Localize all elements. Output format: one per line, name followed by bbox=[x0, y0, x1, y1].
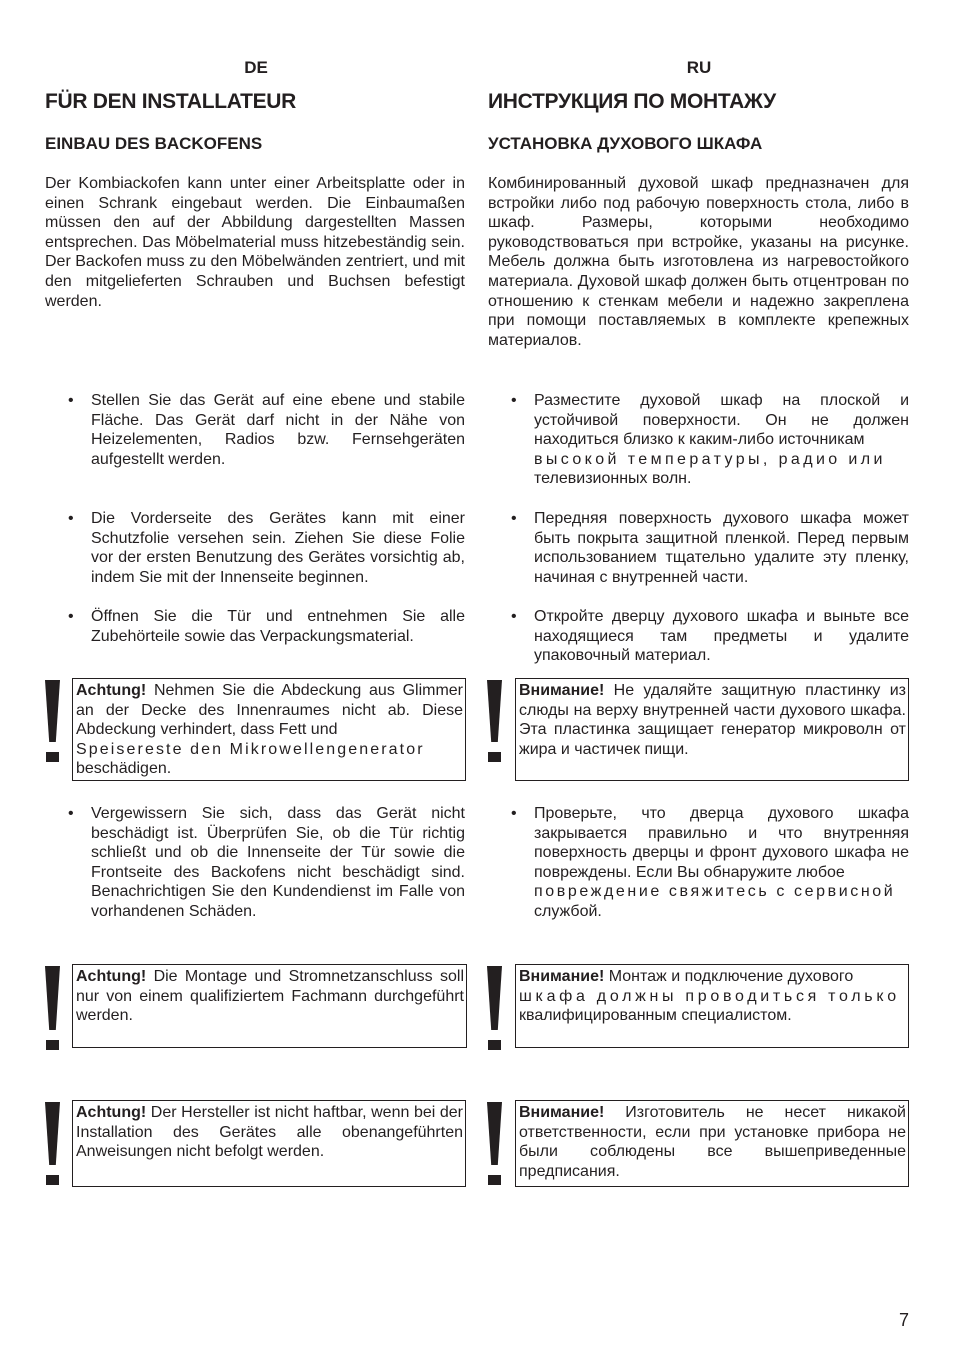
warning-box-de-2 bbox=[72, 964, 467, 1048]
page-number: 7 bbox=[898, 1310, 909, 1330]
list-item-text: Die Vorderseite des Gerätes kann mit einer Schutzfolie versehen sein. Ziehen Sie diese Folie vor der ersten Benutzung des Gerätes vorsichtig ab, indem Sie mit der Innenseite beginnen. bbox=[91, 510, 465, 586]
warning-text-c: beschädigen. bbox=[76, 760, 172, 778]
warning-label: Внимание! bbox=[519, 1104, 605, 1121]
warning-text-b: Speisereste den Mikrowellengenerator bbox=[76, 740, 425, 758]
list-item-ru-1 bbox=[511, 391, 909, 489]
warning-text: Die Montage und Stromnetzanschluss soll nur von einem qualifiziertem Fachmann durchgeführt werden. bbox=[76, 968, 464, 1025]
list-item-ru-2 bbox=[511, 509, 909, 587]
list-item-text: Stellen Sie das Gerät auf eine ebene und stabile Fläche. Das Gerät darf nicht in der Nähe von Heizelementen, Radios bzw. Fernsehgeräten aufgestellt werden. bbox=[91, 392, 465, 468]
list-item-ru-3 bbox=[511, 607, 909, 666]
title-de: FÜR DEN INSTALLATEUR bbox=[45, 90, 297, 113]
warning-text: Nehmen Sie die Abdeckung aus Glimmer an der Decke des Innenraumes nicht ab. Diese Abdeckung verhindert, dass Fett und bbox=[76, 682, 464, 739]
warning-label: Achtung! bbox=[76, 682, 147, 699]
warning-box-ru-2 bbox=[515, 964, 909, 1048]
warning-text: Der Hersteller ist nicht haftbar, wenn bei der Installation des Gerätes alle obenangeführten Anweisungen nicht befolgt werden. bbox=[76, 1104, 463, 1161]
bullet-icon: • bbox=[511, 608, 517, 625]
list-item-text: Öffnen Sie die Tür und entnehmen Sie alle Zubehörteile sowie das Verpackungsmaterial. bbox=[91, 608, 465, 645]
warning-box-ru-1 bbox=[515, 678, 909, 781]
list-item-text-c: службой. bbox=[534, 902, 602, 920]
bullet-icon: • bbox=[68, 392, 74, 409]
list-item-de-4 bbox=[68, 804, 465, 922]
list-item-text: Передняя поверхность духового шкафа может быть покрыта защитной пленкой. Перед первым использованием тщательно удалите эту пленку, начиная с внутренней части. bbox=[534, 510, 909, 586]
warning-text: Не удаляйте защитную пластинку из слюды на верху внутренней части духового шкафа. Эта пластинка защищает генератор микроволн от жира и частичек пищи. bbox=[519, 682, 907, 758]
warning-label: Achtung! bbox=[76, 968, 147, 985]
intro-ru: Комбинированный духовой шкаф предназначен для встройки либо под рабочую поверхность стола, либо в шкаф. Размеры, которыми необходимо руководствоваться при встройке, указаны на рисунке. Мебель должна быть изготовлена из нагревостойкого материала. Духовой шкаф должен быть отцентрован по отношению к стенкам мебели и надежно закреплена при помощи поставляемых в комплекте крепежных материалов. bbox=[488, 175, 909, 349]
subtitle-de: EINBAU DES BACKOFENS bbox=[45, 134, 263, 153]
subtitle-ru: УСТАНОВКА ДУХОВОГО ШКАФА bbox=[488, 134, 763, 153]
list-item-text-a: Проверьте, что дверца духового шкафа закрывается правильно и что внутренняя поверхность дверцы и фронт духового шкафа не повреждены. Если Вы обнаружите любое bbox=[534, 805, 909, 881]
list-item-text-c: телевизионных волн. bbox=[534, 470, 692, 488]
warning-text: Изготовитель не несет никакой ответственности, если при установке прибора не были соблюдены все вышеприведенные предписания. bbox=[519, 1104, 906, 1180]
intro-de: Der Kombiackofen kann unter einer Arbeitsplatte oder in einen Schrank eingebaut werden. Die Einbaumaßen müssen den auf der Abbildung dargestellten Massen entsprechen. Das Möbelmaterial muss hitzebeständig sein. Der Backofen muss zu den Möbelwänden zentriert, und mit den mitgelieferten Schrauben und Buchsen befestigt werden. bbox=[45, 175, 465, 310]
warning-text-b: шкафа должны проводиться только bbox=[519, 987, 900, 1005]
list-item-de-2 bbox=[68, 509, 465, 587]
warning-box-de-3 bbox=[72, 1100, 466, 1187]
warning-label: Внимание! bbox=[519, 682, 605, 699]
warning-label: Achtung! bbox=[76, 1104, 147, 1121]
warning-box-ru-3 bbox=[515, 1100, 909, 1187]
title-ru: ИНСТРУКЦИЯ ПО МОНТАЖУ bbox=[488, 90, 776, 113]
bullet-icon: • bbox=[68, 608, 74, 625]
bullet-icon: • bbox=[511, 510, 517, 527]
list-item-ru-4 bbox=[511, 804, 909, 922]
list-item-de-1 bbox=[68, 391, 465, 469]
warning-box-de-1 bbox=[72, 678, 466, 781]
bullet-icon: • bbox=[68, 510, 74, 527]
warning-text-a: Монтаж и подключение духового bbox=[608, 968, 854, 985]
list-item-text-b: высокой температуры, радио или bbox=[534, 450, 886, 468]
list-item-de-3 bbox=[68, 607, 465, 646]
list-item-text: Откройте дверцу духового шкафа и выньте все находящиеся там предметы и удалите упаковочный материал. bbox=[534, 608, 909, 665]
list-item-text: Vergewissern Sie sich, dass das Gerät nicht beschädigt ist. Überprüfen Sie, ob die Tür richtig schließt und ob die Innenseite der Tür sowie die Frontseite des Backofens nicht beschädigt sind. Benachrichtigen Sie den Kundendienst im Falle von vorhandenen Schäden. bbox=[91, 805, 465, 920]
warning-text-c: квалифицированным специалистом. bbox=[519, 1007, 792, 1025]
list-item-text-a: Разместите духовой шкаф на плоской и устойчивой поверхности. Он не должен находиться близко к каким-либо источникам bbox=[534, 392, 909, 449]
bullet-icon: • bbox=[68, 805, 74, 822]
lang-label-ru: RU bbox=[686, 58, 712, 77]
list-item-text-b: повреждение свяжитесь с сервисной bbox=[534, 883, 896, 901]
lang-label-de: DE bbox=[244, 58, 268, 77]
warning-label: Внимание! bbox=[519, 968, 605, 985]
bullet-icon: • bbox=[511, 805, 517, 822]
bullet-icon: • bbox=[511, 392, 517, 409]
